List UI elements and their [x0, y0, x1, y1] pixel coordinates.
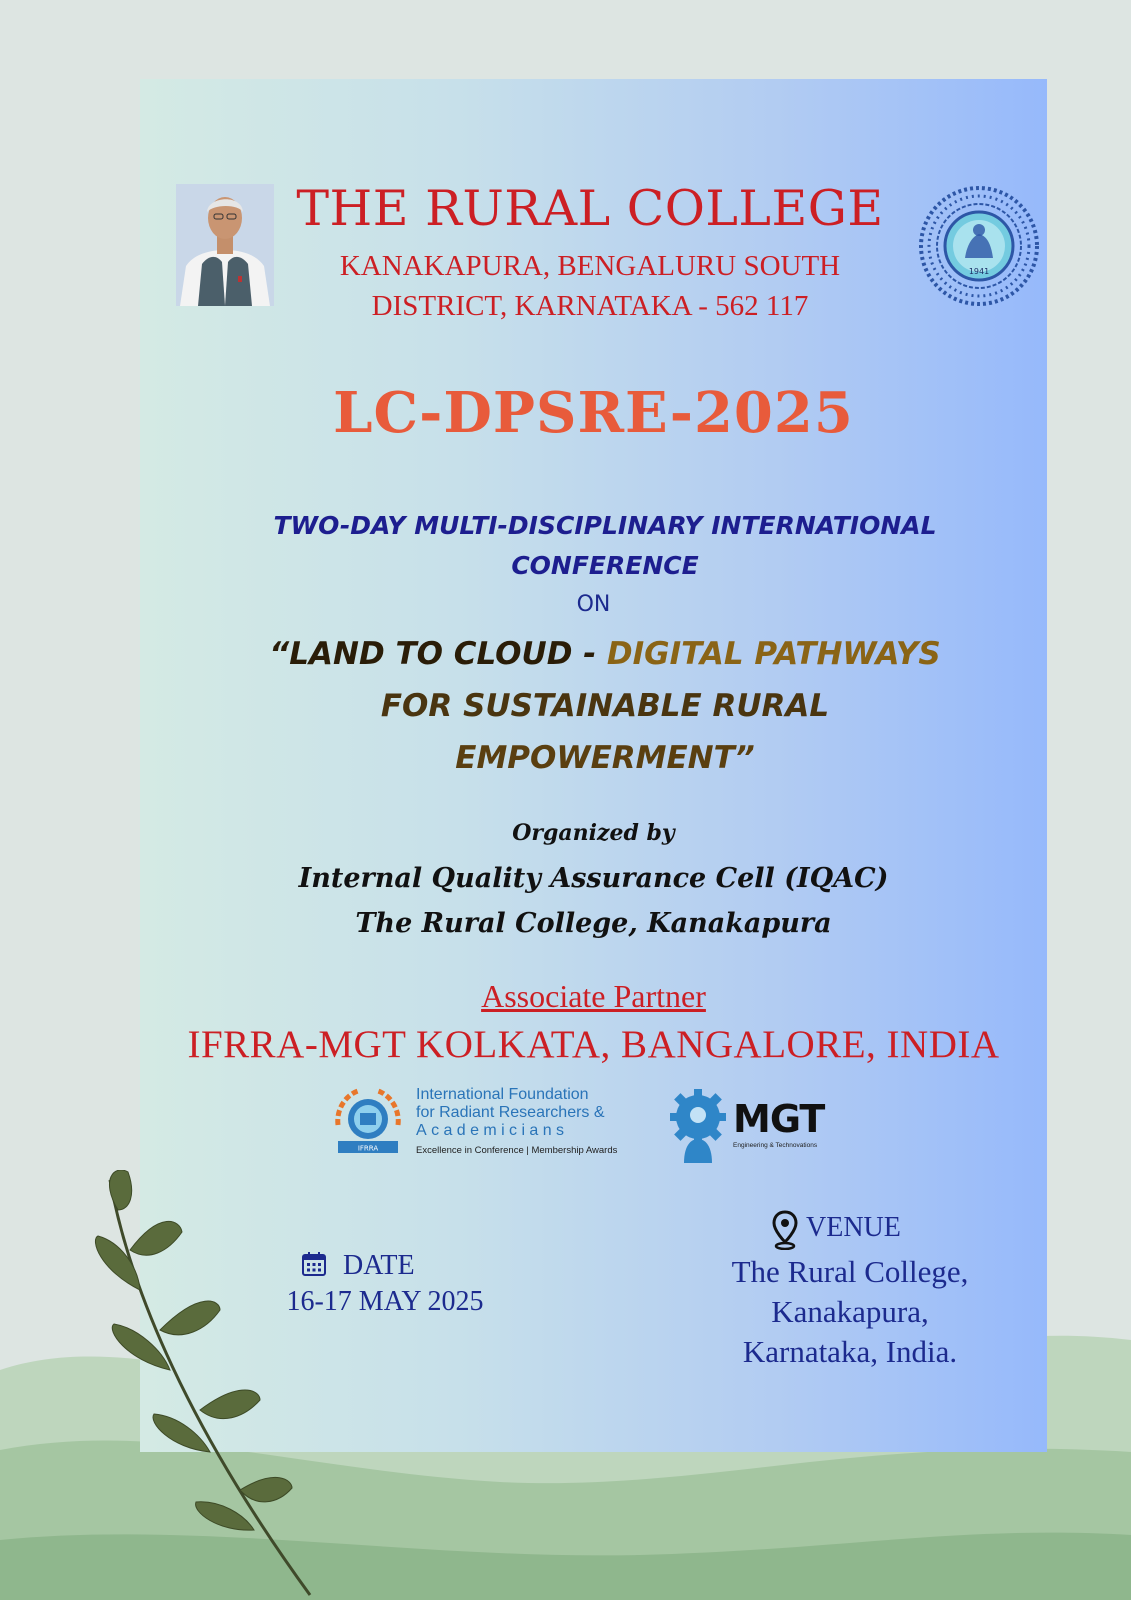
mgt-tagline: Engineering & Technovations [733, 1142, 818, 1149]
theme-line-1-part-b: DIGITAL PATHWAYS [606, 636, 941, 672]
ifrra-line-1: International Foundation [416, 1086, 589, 1103]
venue-line-2: Kanakapura, [771, 1294, 929, 1329]
mgt-gear-icon [668, 1087, 728, 1163]
calendar-icon [301, 1251, 327, 1277]
ifrra-tagline: Excellence in Conference | Membership Awards [416, 1145, 618, 1156]
college-name: THE RURAL COLLEGE [296, 180, 884, 237]
organizer-line-2: The Rural College, Kanakapura [355, 908, 832, 939]
date-label: DATE [343, 1250, 415, 1281]
organizer-line-1: Internal Quality Assurance Cell (IQAC) [298, 863, 889, 894]
on-label: ON [576, 592, 611, 617]
emblem-year: 1941 [968, 267, 990, 276]
ifrra-line-3: Academicians [416, 1122, 569, 1139]
theme-line-3: EMPOWERMENT” [455, 740, 755, 776]
address-line-1: KANAKAPURA, BENGALURU SOUTH [339, 250, 841, 282]
ifrra-badge-text: IFRRA [357, 1144, 379, 1153]
ifrra-text-block [416, 1086, 636, 1160]
conference-type-line-2: CONFERENCE [511, 551, 699, 580]
location-pin-icon [771, 1210, 799, 1250]
mgt-name: MGT [733, 1097, 825, 1141]
associate-partner-name: IFRRA-MGT KOLKATA, BANGALORE, INDIA [187, 1023, 1000, 1066]
college-address [290, 246, 890, 326]
venue-label: VENUE [806, 1212, 901, 1243]
conference-theme [190, 628, 1020, 784]
organized-by-label: Organized by [512, 820, 675, 846]
venue-line-1: The Rural College, [731, 1254, 969, 1289]
event-code: LC-DPSRE-2025 [333, 380, 854, 446]
date-value: 16-17 MAY 2025 [286, 1286, 484, 1317]
associate-partner-label: Associate Partner [481, 978, 706, 1014]
founder-portrait [176, 184, 274, 306]
leaf-branch-icon [70, 1170, 330, 1600]
ifrra-line-2: for Radiant Researchers & [416, 1104, 605, 1121]
college-emblem [917, 184, 1041, 308]
conference-type-line-1: TWO-DAY MULTI-DISCIPLINARY INTERNATIONAL [273, 511, 937, 540]
organizer-name [140, 856, 1047, 946]
address-line-2: DISTRICT, KARNATAKA - 562 117 [371, 290, 809, 322]
theme-line-1-part-a: “LAND TO CLOUD - [269, 636, 607, 672]
venue-line-3: Karnataka, India. [742, 1334, 958, 1369]
theme-line-2: FOR SUSTAINABLE RURAL [380, 688, 830, 724]
ifrra-logo-icon [330, 1085, 406, 1161]
venue-address [700, 1252, 1000, 1372]
conference-type [190, 506, 1020, 586]
theme-line-1 [190, 628, 1020, 680]
